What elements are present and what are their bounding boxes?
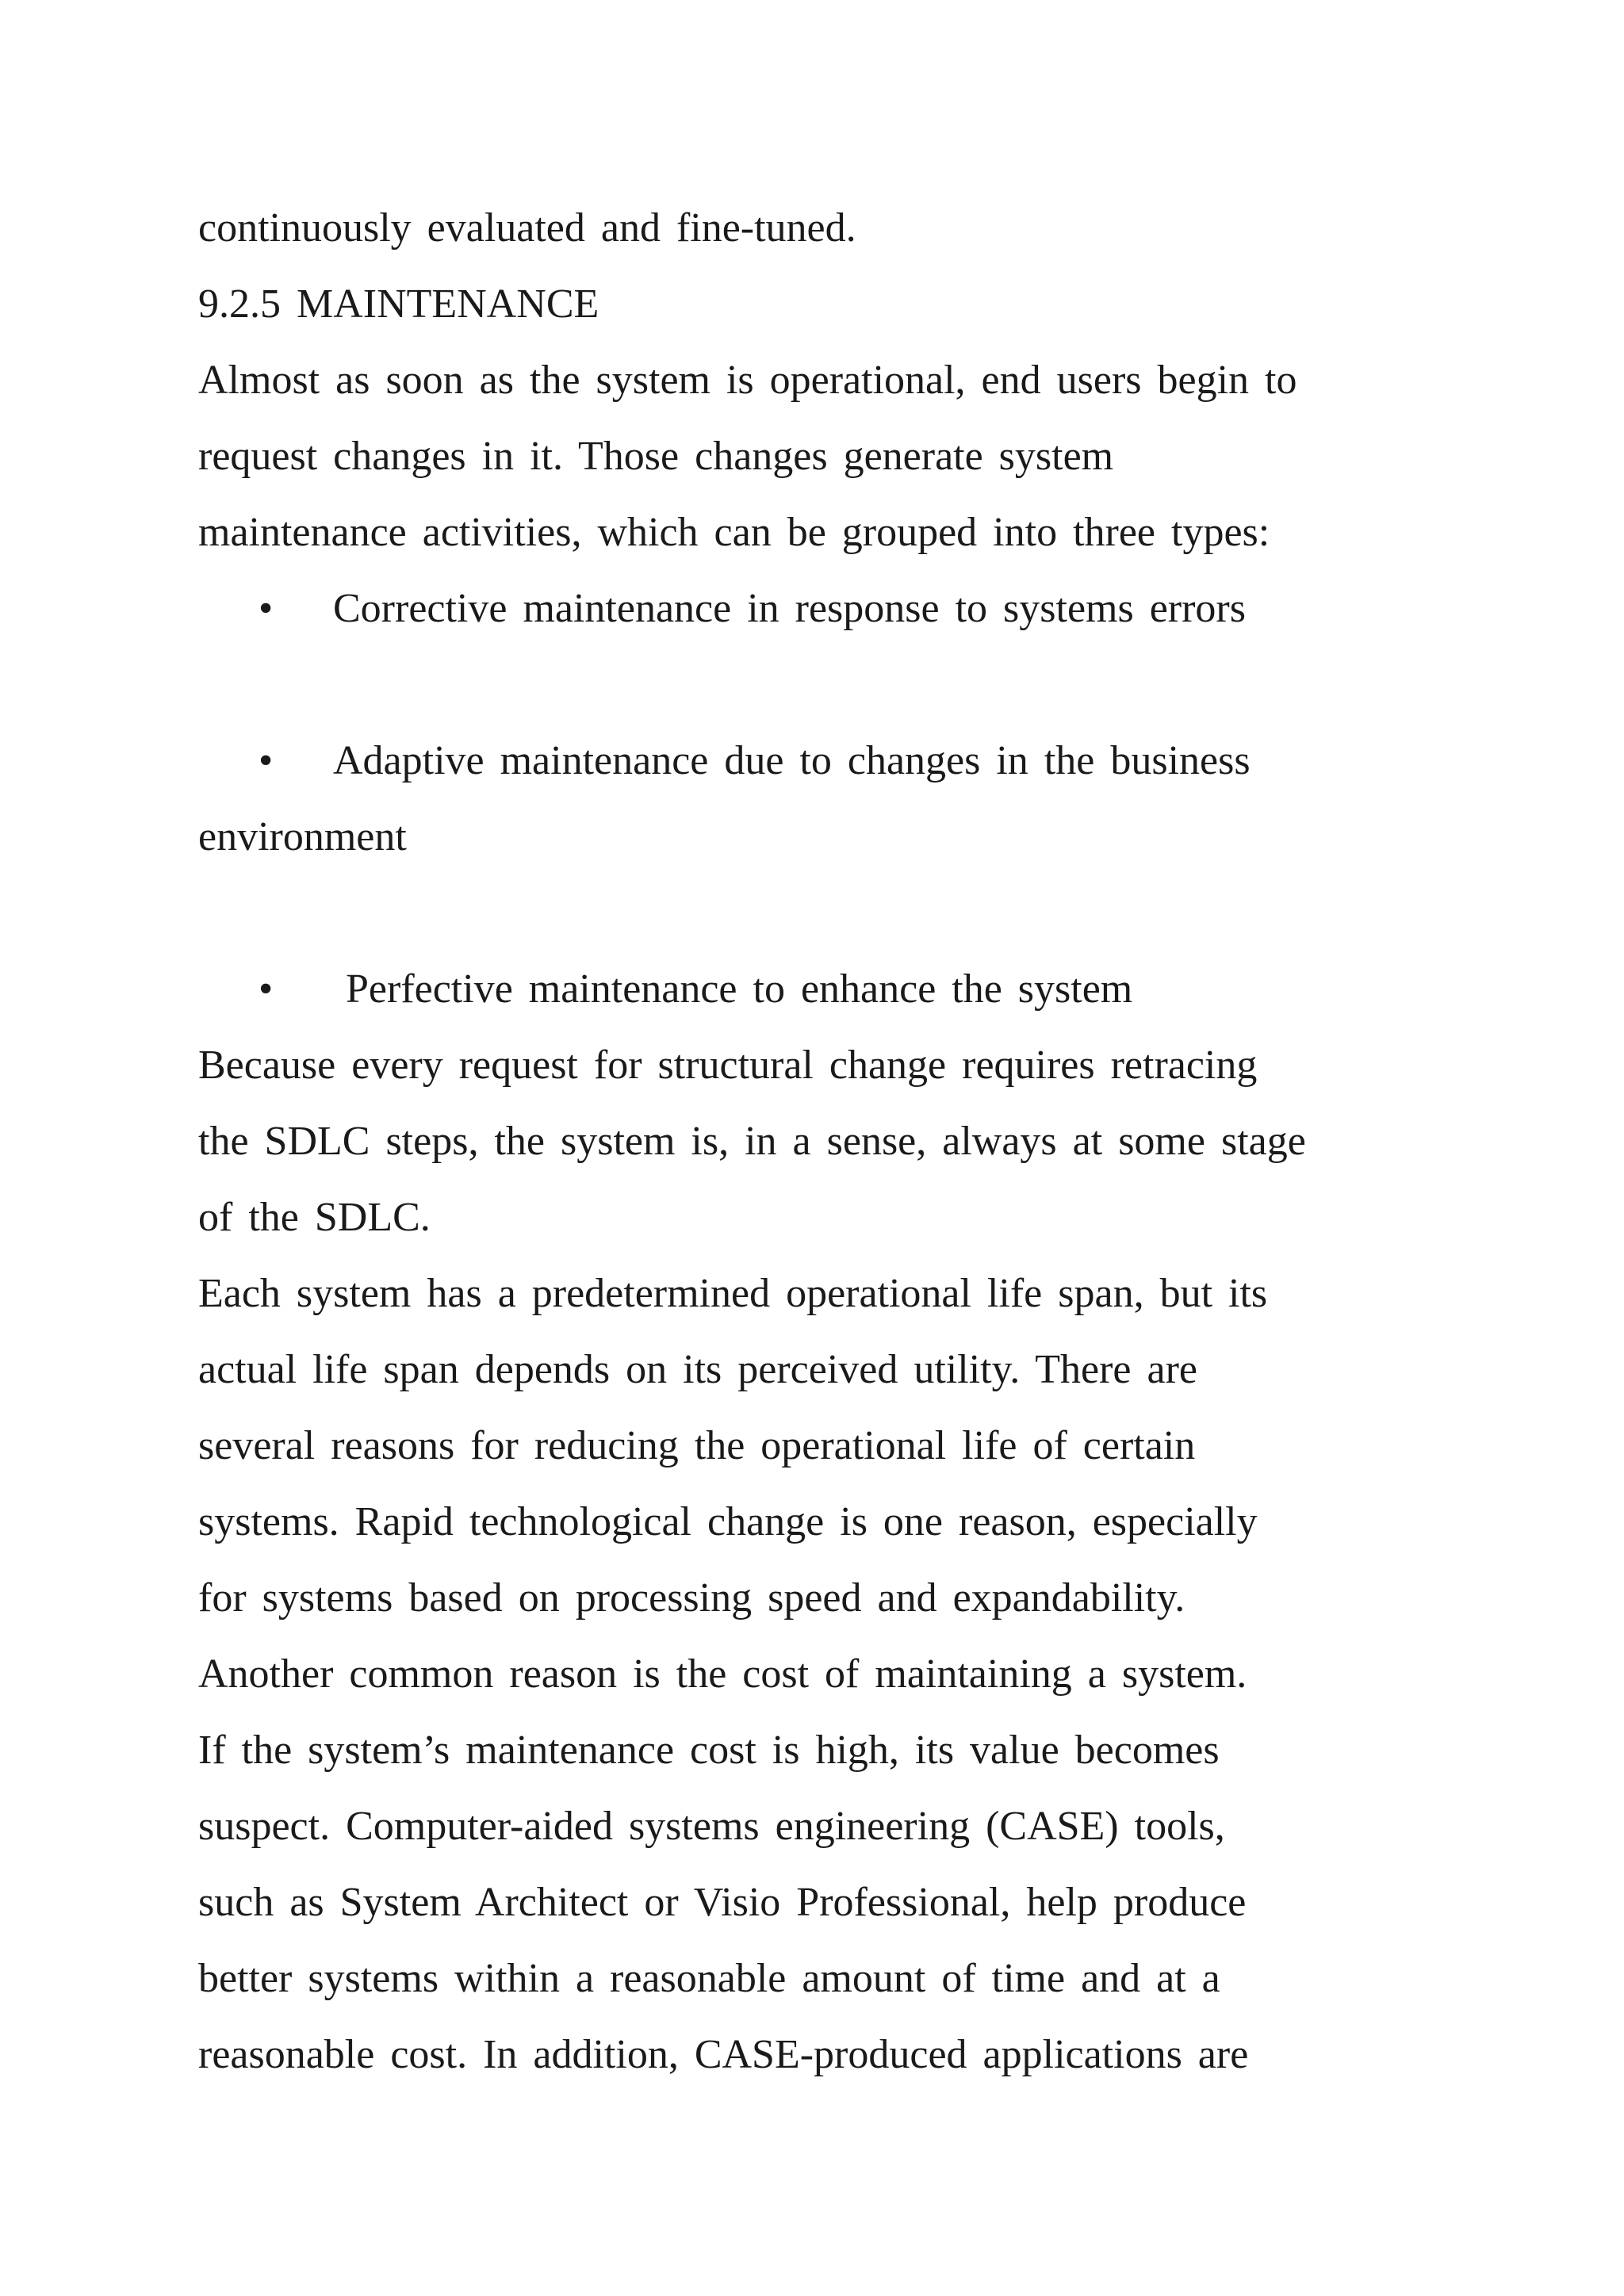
text-line: If the system’s maintenance cost is high, its value becomes <box>198 1728 1220 1773</box>
text-line: reasonable cost. In addition, CASE-produced applications are <box>198 2032 1249 2077</box>
text-line: Because every request for structural change requires retracing <box>198 1043 1258 1088</box>
text-line: Almost as soon as the system is operational, end users begin to <box>198 358 1297 403</box>
document-body <box>198 190 1435 2093</box>
bullet-icon: • <box>259 586 274 631</box>
text-line: for systems based on processing speed and expandability. <box>198 1575 1185 1621</box>
blank-line <box>198 875 1435 951</box>
text-line: actual life span depends on its perceived utility. There are <box>198 1347 1197 1392</box>
text-line: of the SDLC. <box>198 1195 431 1240</box>
text-line: continuously evaluated and fine-tuned. <box>198 205 856 251</box>
bullet-text: Corrective maintenance in response to systems errors <box>333 586 1246 631</box>
text-line: such as System Architect or Visio Professional, help produce <box>198 1880 1247 1925</box>
bullet-item-corrective <box>198 571 1435 647</box>
text-line: maintenance activities, which can be grouped into three types: <box>198 510 1270 555</box>
bullet-text: Adaptive maintenance due to changes in the business <box>333 738 1251 783</box>
section-heading: 9.2.5 MAINTENANCE <box>198 281 599 327</box>
text-line: several reasons for reducing the operational life of certain <box>198 1423 1196 1468</box>
bullet-continuation: environment <box>198 814 407 859</box>
text-line: suspect. Computer-aided systems engineering (CASE) tools, <box>198 1804 1225 1849</box>
bullet-item-perfective <box>198 951 1435 1027</box>
bullet-item-adaptive <box>198 723 1435 799</box>
text-line: Another common reason is the cost of maintaining a system. <box>198 1651 1247 1697</box>
text-line: Each system has a predetermined operational life span, but its <box>198 1271 1268 1316</box>
text-line: the SDLC steps, the system is, in a sense, always at some stage <box>198 1119 1306 1164</box>
bullet-icon: • <box>259 738 274 783</box>
text-line: systems. Rapid technological change is one reason, especially <box>198 1499 1258 1544</box>
bullet-text: Perfective maintenance to enhance the system <box>346 966 1133 1012</box>
text-line: request changes in it. Those changes generate system <box>198 434 1114 479</box>
text-line: better systems within a reasonable amount of time and at a <box>198 1956 1220 2001</box>
bullet-icon: • <box>259 966 274 1012</box>
blank-line <box>198 647 1435 723</box>
